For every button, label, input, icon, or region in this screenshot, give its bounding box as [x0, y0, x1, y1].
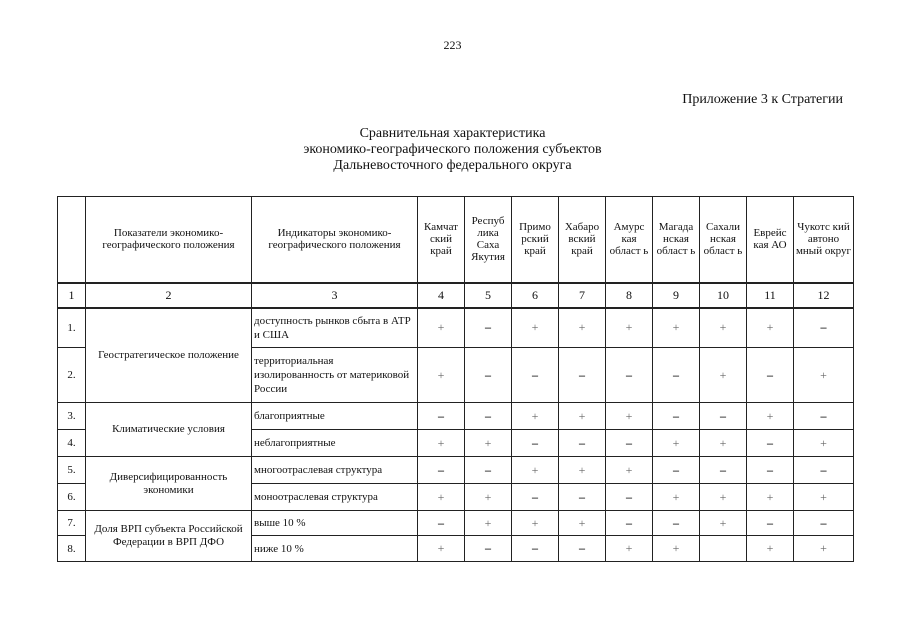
- row-number: 1.: [58, 308, 86, 348]
- mark-cell: –: [606, 430, 653, 457]
- mark-cell: –: [559, 430, 606, 457]
- mark-cell: –: [512, 348, 559, 403]
- column-number: 5: [465, 283, 512, 308]
- page-number: 223: [443, 38, 462, 52]
- group-cell: Доля ВРП субъекта Российской Федерации в ВРП ДФО: [86, 511, 252, 562]
- group-cell: Климатические условия: [86, 403, 252, 457]
- row-number: 6.: [58, 484, 86, 511]
- column-number: 10: [700, 283, 747, 308]
- header-cell-region: Еврейс кая АО: [747, 197, 794, 283]
- mark-cell: +: [606, 457, 653, 484]
- column-number: 7: [559, 283, 606, 308]
- mark-cell: +: [747, 403, 794, 430]
- mark-cell: –: [653, 457, 700, 484]
- mark-cell: +: [559, 457, 606, 484]
- mark-cell: +: [653, 430, 700, 457]
- mark-cell: +: [747, 308, 794, 348]
- table-row: [58, 457, 854, 484]
- mark-cell: +: [700, 484, 747, 511]
- mark-cell: –: [794, 403, 854, 430]
- mark-cell: +: [606, 403, 653, 430]
- row-number: 8.: [58, 536, 86, 562]
- mark-cell: +: [700, 430, 747, 457]
- mark-cell: +: [512, 308, 559, 348]
- group-cell: Геостратегическое положение: [86, 308, 252, 403]
- table-row: [58, 511, 854, 536]
- mark-cell: +: [794, 348, 854, 403]
- mark-cell: +: [653, 536, 700, 562]
- indicator-cell: неблагоприятные: [252, 430, 418, 457]
- mark-cell: –: [653, 403, 700, 430]
- column-number: 9: [653, 283, 700, 308]
- mark-cell: –: [606, 348, 653, 403]
- mark-cell: +: [794, 536, 854, 562]
- mark-cell: –: [465, 457, 512, 484]
- mark-cell: –: [747, 430, 794, 457]
- column-number-row: [58, 283, 854, 308]
- indicator-cell: многоотраслевая структура: [252, 457, 418, 484]
- row-number: 5.: [58, 457, 86, 484]
- mark-cell: +: [794, 430, 854, 457]
- mark-cell: –: [418, 457, 465, 484]
- mark-cell: +: [512, 457, 559, 484]
- mark-cell: +: [418, 484, 465, 511]
- mark-cell: –: [794, 308, 854, 348]
- mark-cell: +: [606, 308, 653, 348]
- mark-cell: +: [700, 348, 747, 403]
- mark-cell: +: [653, 484, 700, 511]
- header-row: [58, 197, 854, 283]
- mark-cell: –: [653, 348, 700, 403]
- row-number: 3.: [58, 403, 86, 430]
- header-cell-region: Хабаро вский край: [559, 197, 606, 283]
- mark-cell: –: [794, 457, 854, 484]
- mark-cell: +: [794, 484, 854, 511]
- mark-cell: +: [465, 511, 512, 536]
- column-number: 2: [86, 283, 252, 308]
- table-row: [58, 403, 854, 430]
- mark-cell: +: [465, 484, 512, 511]
- mark-cell: +: [512, 511, 559, 536]
- mark-cell: –: [512, 430, 559, 457]
- appendix-label: Приложение 3 к Стратегии: [682, 92, 843, 107]
- column-number: 11: [747, 283, 794, 308]
- mark-cell: –: [465, 308, 512, 348]
- mark-cell: +: [559, 511, 606, 536]
- mark-cell: –: [512, 536, 559, 562]
- mark-cell: +: [559, 403, 606, 430]
- mark-cell: –: [700, 457, 747, 484]
- mark-cell: –: [747, 511, 794, 536]
- mark-cell: +: [700, 308, 747, 348]
- row-number: 7.: [58, 511, 86, 536]
- mark-cell: –: [559, 536, 606, 562]
- mark-cell: +: [747, 536, 794, 562]
- mark-cell: –: [606, 511, 653, 536]
- mark-cell: –: [465, 348, 512, 403]
- header-cell-indicators: Индикаторы экономико-географического положения: [252, 197, 418, 283]
- column-number: 4: [418, 283, 465, 308]
- mark-cell: +: [747, 484, 794, 511]
- mark-cell: +: [606, 536, 653, 562]
- header-cell-region: Респуб лика Саха Якутия: [465, 197, 512, 283]
- indicator-cell: моноотраслевая структура: [252, 484, 418, 511]
- row-number: 4.: [58, 430, 86, 457]
- mark-cell: –: [747, 348, 794, 403]
- header-cell-region: Амурс кая област ь: [606, 197, 653, 283]
- header-cell-region: Сахали нская област ь: [700, 197, 747, 283]
- mark-cell: +: [465, 430, 512, 457]
- header-cell-region: Примо рский край: [512, 197, 559, 283]
- mark-cell: –: [559, 348, 606, 403]
- mark-cell: +: [559, 308, 606, 348]
- mark-cell: +: [418, 348, 465, 403]
- row-number: 2.: [58, 348, 86, 403]
- header-cell-number: [58, 197, 86, 283]
- indicator-cell: благоприятные: [252, 403, 418, 430]
- mark-cell: –: [747, 457, 794, 484]
- mark-cell: –: [512, 484, 559, 511]
- column-number: 6: [512, 283, 559, 308]
- column-number: 8: [606, 283, 653, 308]
- column-number: 1: [58, 283, 86, 308]
- header-cell-region: Камчат ский край: [418, 197, 465, 283]
- title-line: Сравнительная характеристика: [359, 126, 546, 141]
- title-line: экономико-географического положения субъектов: [303, 142, 602, 157]
- mark-cell: –: [559, 484, 606, 511]
- mark-cell: –: [653, 511, 700, 536]
- mark-cell: +: [653, 308, 700, 348]
- mark-cell: –: [465, 403, 512, 430]
- mark-cell: –: [794, 511, 854, 536]
- indicator-cell: территориальная изолированность от материковой России: [252, 348, 418, 403]
- group-cell: Диверсифицированность экономики: [86, 457, 252, 511]
- comparison-table: [57, 196, 854, 562]
- mark-cell: [700, 536, 747, 562]
- mark-cell: –: [700, 403, 747, 430]
- mark-cell: +: [512, 403, 559, 430]
- mark-cell: –: [418, 511, 465, 536]
- indicator-cell: ниже 10 %: [252, 536, 418, 562]
- mark-cell: –: [418, 403, 465, 430]
- mark-cell: –: [465, 536, 512, 562]
- document-title: [0, 126, 905, 174]
- header-cell-region: Чукотс кий автоно мный округ: [794, 197, 854, 283]
- title-line: Дальневосточного федерального округа: [333, 158, 572, 173]
- mark-cell: +: [418, 536, 465, 562]
- header-cell-indicators-group: Показатели экономико-географического положения: [86, 197, 252, 283]
- column-number: 12: [794, 283, 854, 308]
- mark-cell: +: [700, 511, 747, 536]
- table-row: [58, 308, 854, 348]
- mark-cell: +: [418, 430, 465, 457]
- column-number: 3: [252, 283, 418, 308]
- indicator-cell: доступность рынков сбыта в АТР и США: [252, 308, 418, 348]
- mark-cell: +: [418, 308, 465, 348]
- indicator-cell: выше 10 %: [252, 511, 418, 536]
- header-cell-region: Магада нская област ь: [653, 197, 700, 283]
- mark-cell: –: [606, 484, 653, 511]
